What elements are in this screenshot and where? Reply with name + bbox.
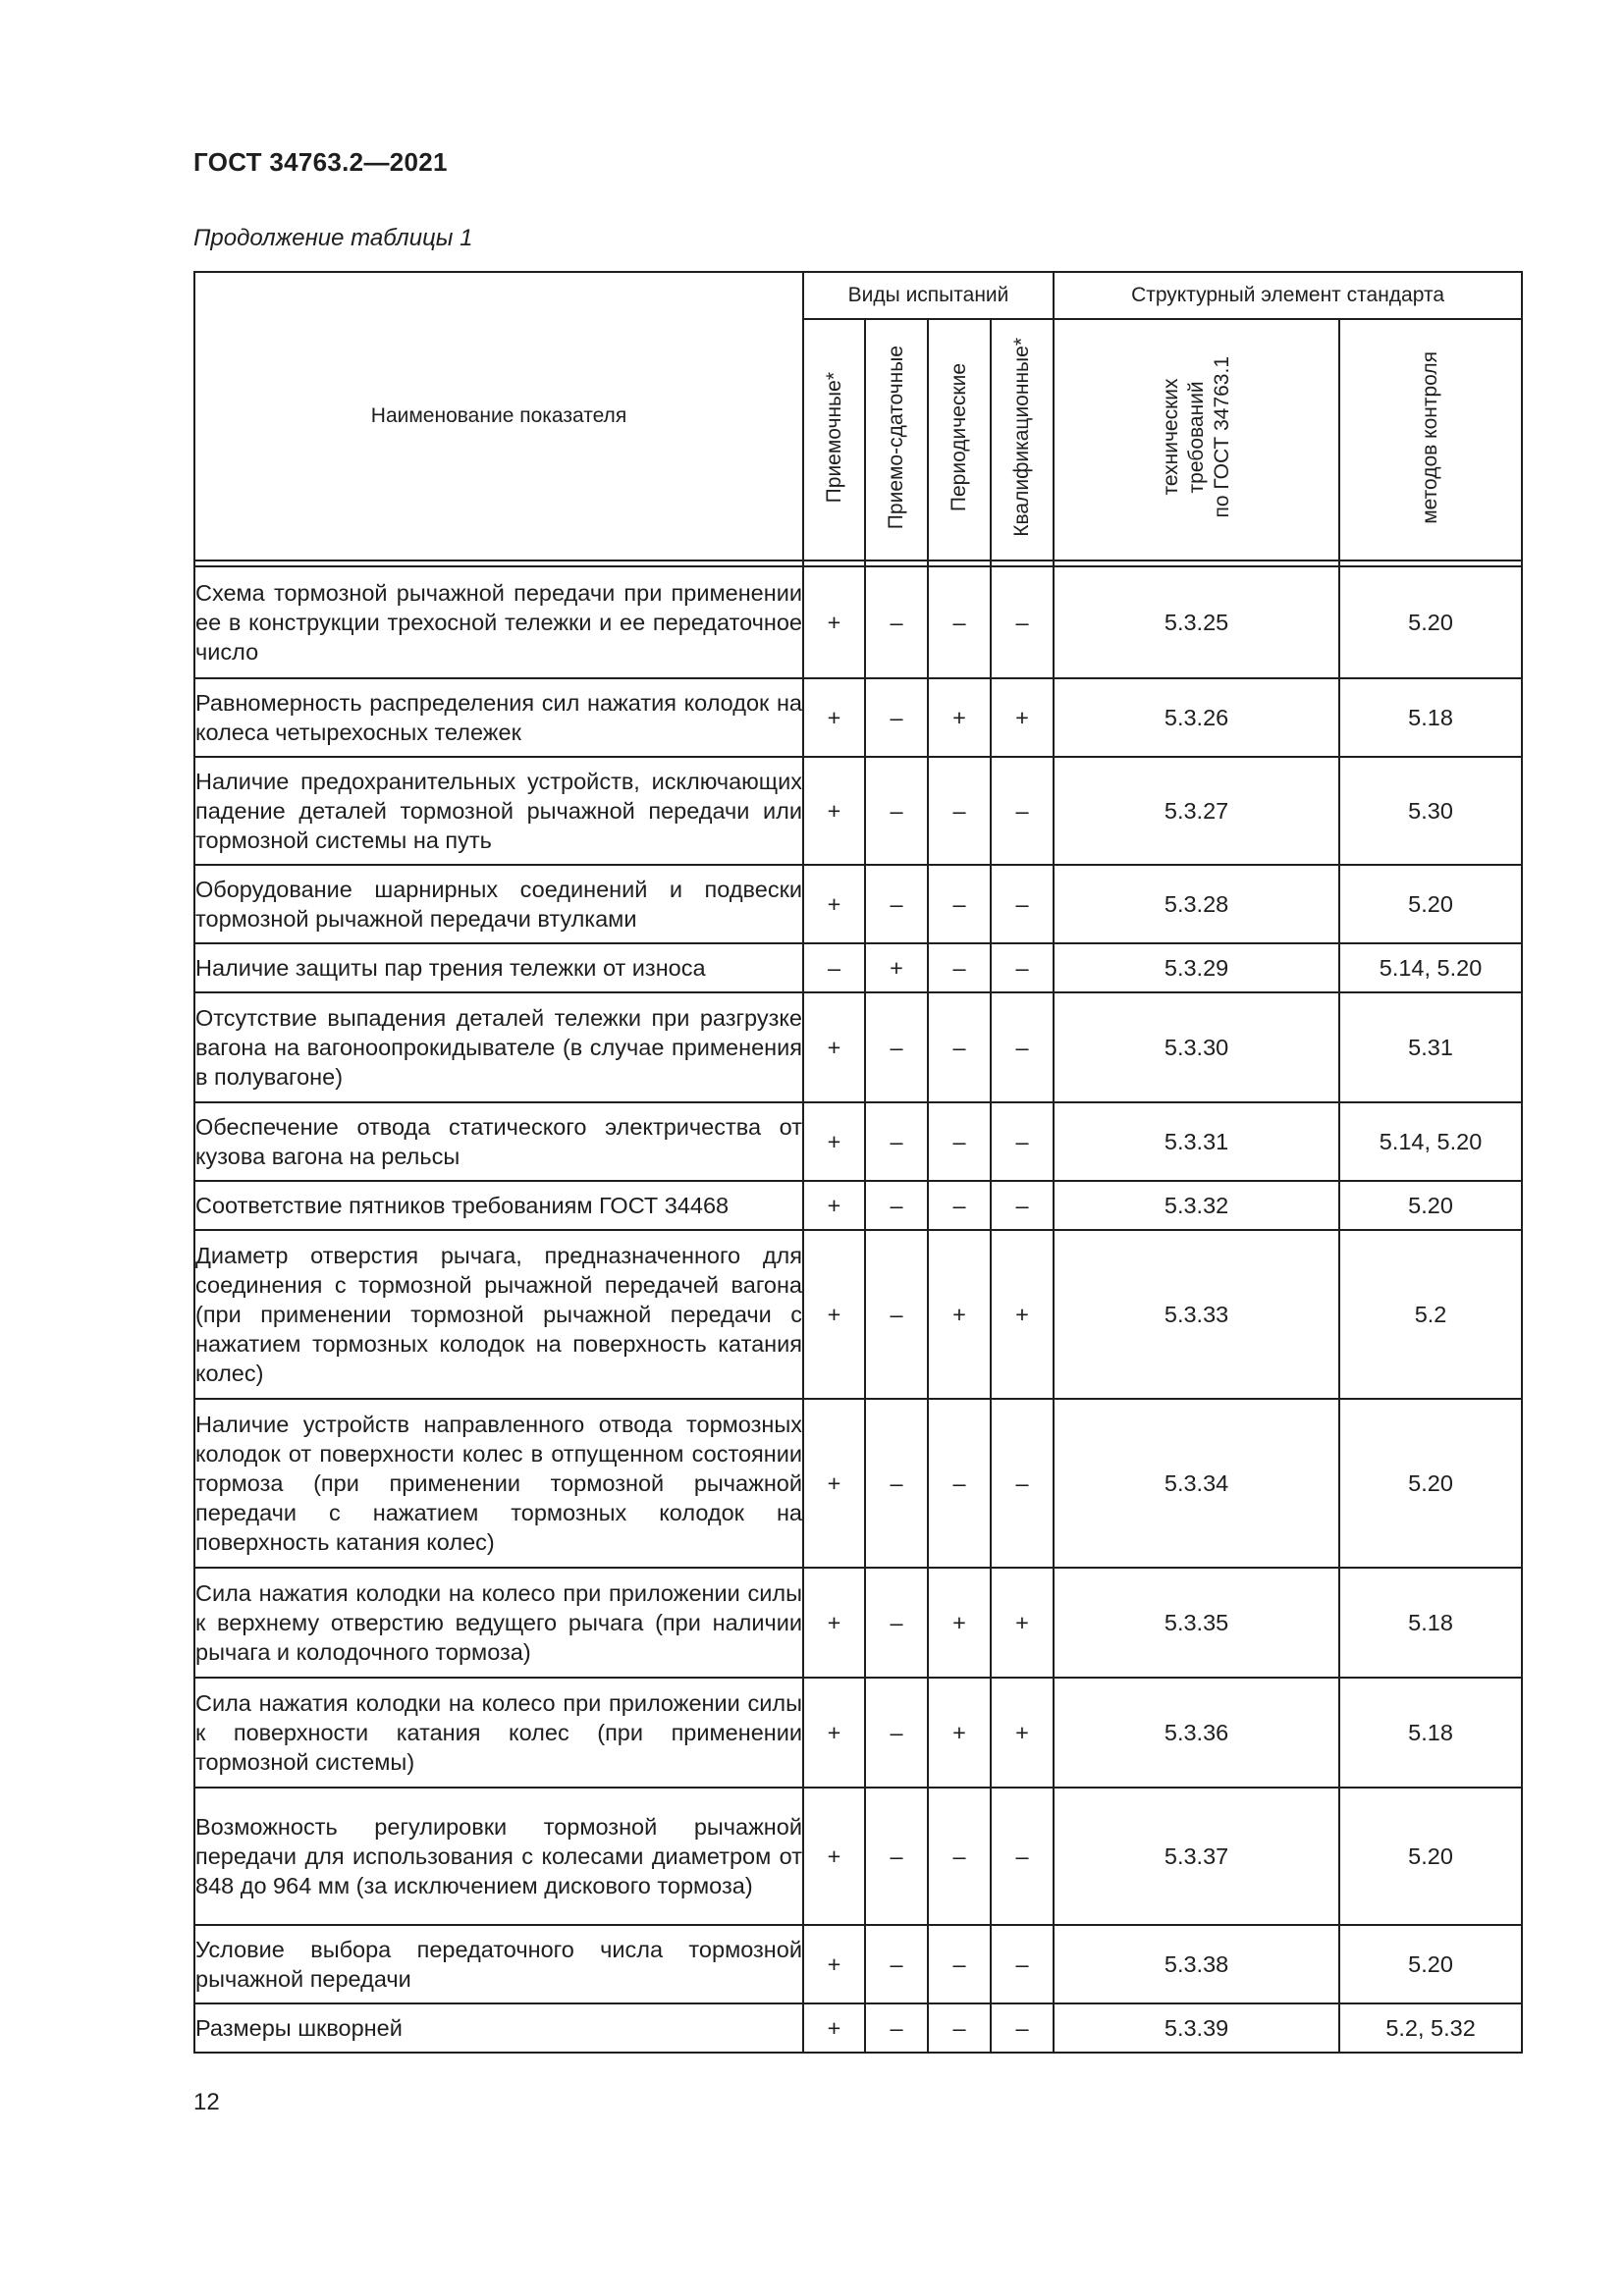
test-mark: + [803, 865, 865, 943]
test-mark: + [803, 1181, 865, 1230]
test-mark: + [803, 566, 865, 678]
control-method-ref: 5.18 [1339, 1678, 1522, 1788]
table-row [194, 1230, 1522, 1399]
control-method-ref: 5.2, 5.32 [1339, 2003, 1522, 2053]
control-method-ref: 5.20 [1339, 1181, 1522, 1230]
test-mark: – [865, 678, 928, 757]
test-mark: – [991, 1399, 1054, 1568]
indicator-name: Оборудование шарнирных соединений и подвески тормозной рычажной передачи втулками [194, 865, 803, 943]
table-row [194, 1788, 1522, 1925]
control-method-ref: 5.30 [1339, 757, 1522, 865]
test-mark: + [803, 992, 865, 1102]
table-row [194, 865, 1522, 943]
control-method-ref: 5.20 [1339, 566, 1522, 678]
technical-requirement-ref: 5.3.38 [1054, 1925, 1339, 2003]
indicator-name: Схема тормозной рычажной передачи при применении ее в конструкции трехосной тележки и ее передаточное число [194, 566, 803, 678]
test-mark: – [928, 566, 991, 678]
technical-requirement-ref: 5.3.26 [1054, 678, 1339, 757]
technical-requirement-ref: 5.3.36 [1054, 1678, 1339, 1788]
table-caption: Продолжение таблицы 1 [193, 225, 473, 251]
table-row [194, 566, 1522, 678]
test-mark: – [865, 1181, 928, 1230]
technical-requirement-ref: 5.3.39 [1054, 2003, 1339, 2053]
test-mark: – [991, 1181, 1054, 1230]
header-technical-requirements: технических требований по ГОСТ 34763.1 [1054, 319, 1339, 561]
header-test-types-group: Виды испытаний [803, 272, 1054, 319]
indicator-name: Равномерность распределения сил нажатия колодок на колеса четырехосных тележек [194, 678, 803, 757]
test-mark: + [803, 1925, 865, 2003]
indicator-name: Сила нажатия колодки на колесо при приложении силы к поверхности катания колес (при применении тормозной системы) [194, 1678, 803, 1788]
test-mark: – [928, 1925, 991, 2003]
test-mark: – [928, 1181, 991, 1230]
test-mark: – [928, 1102, 991, 1181]
test-mark: – [991, 1102, 1054, 1181]
control-method-ref: 5.18 [1339, 678, 1522, 757]
table-row [194, 1678, 1522, 1788]
test-mark: – [928, 1788, 991, 1925]
test-mark: – [865, 1102, 928, 1181]
control-method-ref: 5.14, 5.20 [1339, 1102, 1522, 1181]
test-mark: – [865, 1678, 928, 1788]
table-row [194, 2003, 1522, 2053]
control-method-ref: 5.20 [1339, 1399, 1522, 1568]
test-mark: + [991, 1568, 1054, 1678]
test-mark: + [803, 1788, 865, 1925]
indicator-name: Обеспечение отвода статического электричества от кузова вагона на рельсы [194, 1102, 803, 1181]
header-indicator-name: Наименование показателя [194, 272, 803, 561]
test-mark: + [803, 678, 865, 757]
indicator-name: Размеры шкворней [194, 2003, 803, 2053]
technical-requirement-ref: 5.3.35 [1054, 1568, 1339, 1678]
control-method-ref: 5.20 [1339, 1788, 1522, 1925]
technical-requirement-ref: 5.3.29 [1054, 943, 1339, 992]
technical-requirement-ref: 5.3.33 [1054, 1230, 1339, 1399]
test-mark: + [991, 1678, 1054, 1788]
technical-requirement-ref: 5.3.25 [1054, 566, 1339, 678]
indicator-name: Наличие предохранительных устройств, исключающих падение деталей тормозной рычажной передачи или тормозной системы на путь [194, 757, 803, 865]
test-mark: + [803, 1568, 865, 1678]
test-mark: + [803, 1102, 865, 1181]
technical-requirement-ref: 5.3.28 [1054, 865, 1339, 943]
technical-requirement-ref: 5.3.27 [1054, 757, 1339, 865]
test-mark: – [991, 566, 1054, 678]
test-mark: – [865, 865, 928, 943]
header-control-methods: методов контроля [1339, 319, 1522, 561]
indicator-name: Сила нажатия колодки на колесо при приложении силы к верхнему отверстию ведущего рычага (при наличии рычага и колодочного тормоза) [194, 1568, 803, 1678]
table-row [194, 757, 1522, 865]
table-row [194, 992, 1522, 1102]
test-mark: – [865, 992, 928, 1102]
test-mark: – [991, 1925, 1054, 2003]
control-method-ref: 5.31 [1339, 992, 1522, 1102]
test-mark: + [928, 678, 991, 757]
header-test-qualification: Квалификационные* [991, 319, 1054, 561]
test-mark: + [803, 1678, 865, 1788]
control-method-ref: 5.14, 5.20 [1339, 943, 1522, 992]
header-standard-element-group: Структурный элемент стандарта [1054, 272, 1522, 319]
test-mark: + [928, 1230, 991, 1399]
test-mark: – [991, 757, 1054, 865]
technical-requirement-ref: 5.3.37 [1054, 1788, 1339, 1925]
test-mark: – [865, 1788, 928, 1925]
indicator-name: Наличие защиты пар трения тележки от износа [194, 943, 803, 992]
test-mark: – [865, 1399, 928, 1568]
test-mark: + [803, 1230, 865, 1399]
test-mark: – [865, 757, 928, 865]
header-test-periodic: Периодические [928, 319, 991, 561]
test-mark: – [991, 865, 1054, 943]
test-mark: – [928, 1399, 991, 1568]
table-row [194, 1181, 1522, 1230]
technical-requirement-ref: 5.3.34 [1054, 1399, 1339, 1568]
page-number: 12 [193, 2089, 220, 2115]
indicator-name: Условие выбора передаточного числа тормозной рычажной передачи [194, 1925, 803, 2003]
test-mark: – [865, 566, 928, 678]
table-row [194, 1925, 1522, 2003]
test-mark: – [803, 943, 865, 992]
test-mark: – [928, 865, 991, 943]
test-mark: – [865, 1568, 928, 1678]
test-mark: + [928, 1568, 991, 1678]
test-mark: + [928, 1678, 991, 1788]
indicator-name: Диаметр отверстия рычага, предназначенного для соединения с тормозной рычажной передачей вагона (при применении тормозной рычажной передачи с нажатием тормозных колодок на поверхность катания колес) [194, 1230, 803, 1399]
test-mark: – [865, 2003, 928, 2053]
requirements-table [193, 271, 1523, 2054]
test-mark: – [991, 2003, 1054, 2053]
control-method-ref: 5.20 [1339, 865, 1522, 943]
test-mark: + [803, 757, 865, 865]
test-mark: – [928, 757, 991, 865]
test-mark: – [991, 992, 1054, 1102]
indicator-name: Наличие устройств направленного отвода тормозных колодок от поверхности колес в отпущенном состоянии тормоза (при применении тормозной рычажной передачи с нажатием тормозных колодок на поверхность катания колес) [194, 1399, 803, 1568]
test-mark: – [991, 943, 1054, 992]
test-mark: – [928, 943, 991, 992]
test-mark: + [991, 678, 1054, 757]
technical-requirement-ref: 5.3.31 [1054, 1102, 1339, 1181]
test-mark: – [928, 2003, 991, 2053]
table-row [194, 1102, 1522, 1181]
test-mark: – [928, 992, 991, 1102]
test-mark: + [803, 2003, 865, 2053]
table-row [194, 1568, 1522, 1678]
test-mark: – [991, 1788, 1054, 1925]
test-mark: – [865, 1230, 928, 1399]
header-test-delivery: Приемо-сдаточные [865, 319, 928, 561]
document-code: ГОСТ 34763.2—2021 [193, 147, 448, 177]
test-mark: + [991, 1230, 1054, 1399]
control-method-ref: 5.20 [1339, 1925, 1522, 2003]
indicator-name: Отсутствие выпадения деталей тележки при разгрузке вагона на вагоноопрокидывателе (в случае применения в полувагоне) [194, 992, 803, 1102]
table-row [194, 1399, 1522, 1568]
control-method-ref: 5.18 [1339, 1568, 1522, 1678]
technical-requirement-ref: 5.3.30 [1054, 992, 1339, 1102]
indicator-name: Возможность регулировки тормозной рычажной передачи для использования с колесами диаметром от 848 до 964 мм (за исключением дискового тормоза) [194, 1788, 803, 1925]
control-method-ref: 5.2 [1339, 1230, 1522, 1399]
technical-requirement-ref: 5.3.32 [1054, 1181, 1339, 1230]
test-mark: + [865, 943, 928, 992]
header-test-acceptance: Приемочные* [803, 319, 865, 561]
table-row [194, 678, 1522, 757]
table-row [194, 943, 1522, 992]
indicator-name: Соответствие пятников требованиям ГОСТ 34468 [194, 1181, 803, 1230]
test-mark: – [865, 1925, 928, 2003]
test-mark: + [803, 1399, 865, 1568]
